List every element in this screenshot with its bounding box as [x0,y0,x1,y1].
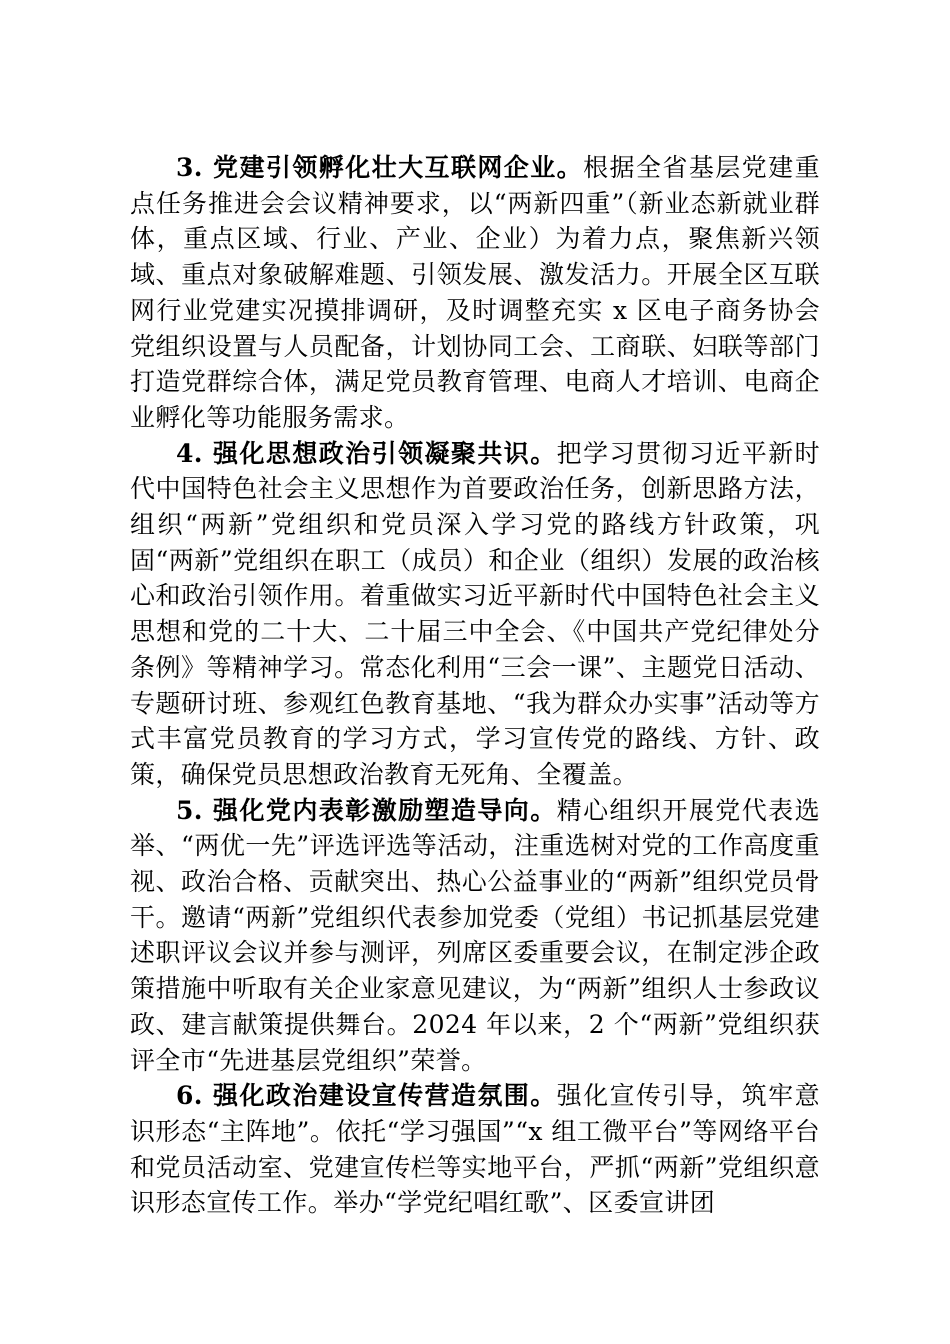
paragraph-3-heading: 3. 党建引领孵化壮大互联网企业。 [176,153,584,182]
paragraph-4 [130,436,820,793]
paragraph-5-body: 精心组织开展党代表选举、“两优一先”评选评选等活动，注重选树对党的工作高度重视、政治合格、贡献突出、热心公益事业的“两新”组织党员骨干。邀请“两新”党组织代表参加党委（党组）书记抓基层党建述职评议会议并参与测评，列席区委重要会议，在制定涉企政策措施中听取有关企业家意见建议，为“两新”组织人士参政议政、建言献策提供舞台。2024 年以来，2 个“两新”党组织获评全市“先进基层党组织”荣誉。 [130,795,820,1075]
paragraph-3 [130,150,820,436]
paragraph-5-heading: 5. 强化党内表彰激励塑造导向。 [176,795,557,825]
paragraph-6 [130,1078,820,1221]
paragraph-6-heading: 6. 强化政治建设宣传营造氛围。 [176,1081,557,1111]
paragraph-3-body: 根据全省基层党建重点任务推进会会议精神要求，以“两新四重”（新业态新就业群体，重点区域、行业、产业、企业）为着力点，聚焦新兴领域、重点对象破解难题、引领发展、激发活力。开展全区互联网行业党建实况摸排调研，及时调整充实 x 区电子商务协会党组织设置与人员配备，计划协同工会、工商联、妇联等部门打造党群综合体，满足党员教育管理、电商人才培训、电商企业孵化等功能服务需求。 [130,153,820,432]
paragraph-5 [130,793,820,1079]
paragraph-6-body: 强化宣传引导，筑牢意识形态“主阵地”。依托“学习强国”“x 组工微平台”等网络平台和党员活动室、党建宣传栏等实地平台，严抓“两新”党组织意识形态宣传工作。举办“学党纪唱红歌”、区委宣讲团 [130,1081,820,1218]
paragraph-4-body: 把学习贯彻习近平新时代中国特色社会主义思想作为首要政治任务，创新思路方法，组织“两新”党组织和党员深入学习党的路线方针政策，巩固“两新”党组织在职工（成员）和企业（组织）发展的政治核心和政治引领作用。着重做实习近平新时代中国特色社会主义思想和党的二十大、二十届三中全会、《中国共产党纪律处分条例》等精神学习。常态化利用“三会一课”、主题党日活动、专题研讨班、参观红色教育基地、“我为群众办实事”活动等方式丰富党员教育的学习方式，学习宣传党的路线、方针、政策，确保党员思想政治教育无死角、全覆盖。 [130,438,820,789]
document-body [130,150,820,1221]
paragraph-4-heading: 4. 强化思想政治引领凝聚共识。 [176,438,557,468]
